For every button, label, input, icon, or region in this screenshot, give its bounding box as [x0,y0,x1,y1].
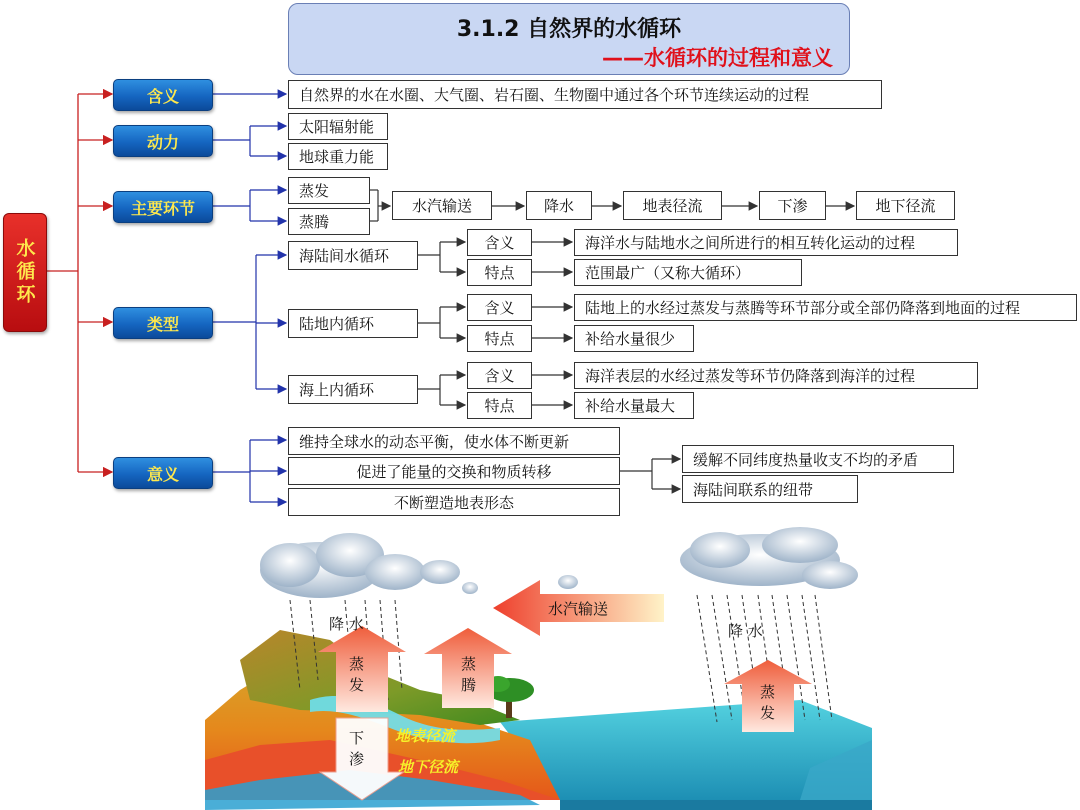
link-infiltration: 下渗 [759,191,826,220]
type-sea-land: 海陆间水循环 [288,241,418,270]
type-ocean-feature-label: 特点 [467,392,532,419]
transp-label: 蒸腾 [459,656,477,698]
type-sea-land-meaning-label: 含义 [467,229,532,256]
power-item-solar: 太阳辐射能 [288,113,388,140]
type-inland: 陆地内循环 [288,309,418,338]
significance-sub-link: 海陆间联系的纽带 [682,475,858,503]
evap-left-label: 蒸发 [347,656,365,698]
type-inland-meaning-label: 含义 [467,294,532,321]
link-surface-runoff: 地表径流 [623,191,722,220]
page-subtitle: ——水循环的过程和意义 [602,46,833,70]
type-sea-land-feature-label: 特点 [467,259,532,286]
type-ocean-feature: 补给水量最大 [574,392,694,419]
cloud-right [680,527,858,589]
page-title: 3.1.2 自然界的水循环 [456,17,682,42]
type-sea-land-meaning: 海洋水与陆地水之间所进行的相互转化运动的过程 [574,229,958,256]
category-significance: 意义 [113,457,213,489]
link-precipitation: 降水 [526,191,592,220]
significance-landform: 不断塑造地表形态 [288,488,620,516]
significance-energy: 促进了能量的交换和物质转移 [288,457,620,485]
infiltration-label: 下渗 [347,730,365,772]
type-inland-feature: 补给水量很少 [574,325,694,352]
link-vapor-transport: 水汽输送 [392,191,492,220]
link-ground-runoff: 地下径流 [856,191,955,220]
root-node: 水循环 [3,213,47,332]
type-ocean-meaning-label: 含义 [467,362,532,389]
type-ocean-meaning: 海洋表层的水经过蒸发等环节仍降落到海洋的过程 [574,362,978,389]
type-inland-meaning: 陆地上的水经过蒸发与蒸腾等环节部分或全部仍降落到地面的过程 [574,294,1077,321]
vapor-transport-label: 水汽输送 [548,600,609,618]
type-inland-feature-label: 特点 [467,325,532,352]
link-evaporation: 蒸发 [288,177,370,204]
link-transpiration: 蒸腾 [288,208,370,235]
precip-right-label: 降 水 [728,622,763,640]
surface-runoff-label: 地表径流 [395,727,456,745]
type-sea-land-feature: 范围最广（又称大循环） [574,259,802,286]
evap-right-label: 蒸发 [758,684,776,726]
ground-runoff-label: 地下径流 [398,758,459,776]
category-power: 动力 [113,125,213,157]
category-links: 主要环节 [113,191,213,223]
meaning-text: 自然界的水在水圈、大气圈、岩石圈、生物圈中通过各个环节连续运动的过程 [288,80,882,109]
power-item-gravity: 地球重力能 [288,143,388,170]
category-meaning: 含义 [113,79,213,111]
precip-left-label: 降 水 [329,615,364,633]
significance-balance: 维持全球水的动态平衡，使水体不断更新 [288,427,620,455]
type-ocean: 海上内循环 [288,375,418,404]
significance-sub-heat: 缓解不同纬度热量收支不均的矛盾 [682,445,954,473]
category-types: 类型 [113,307,213,339]
